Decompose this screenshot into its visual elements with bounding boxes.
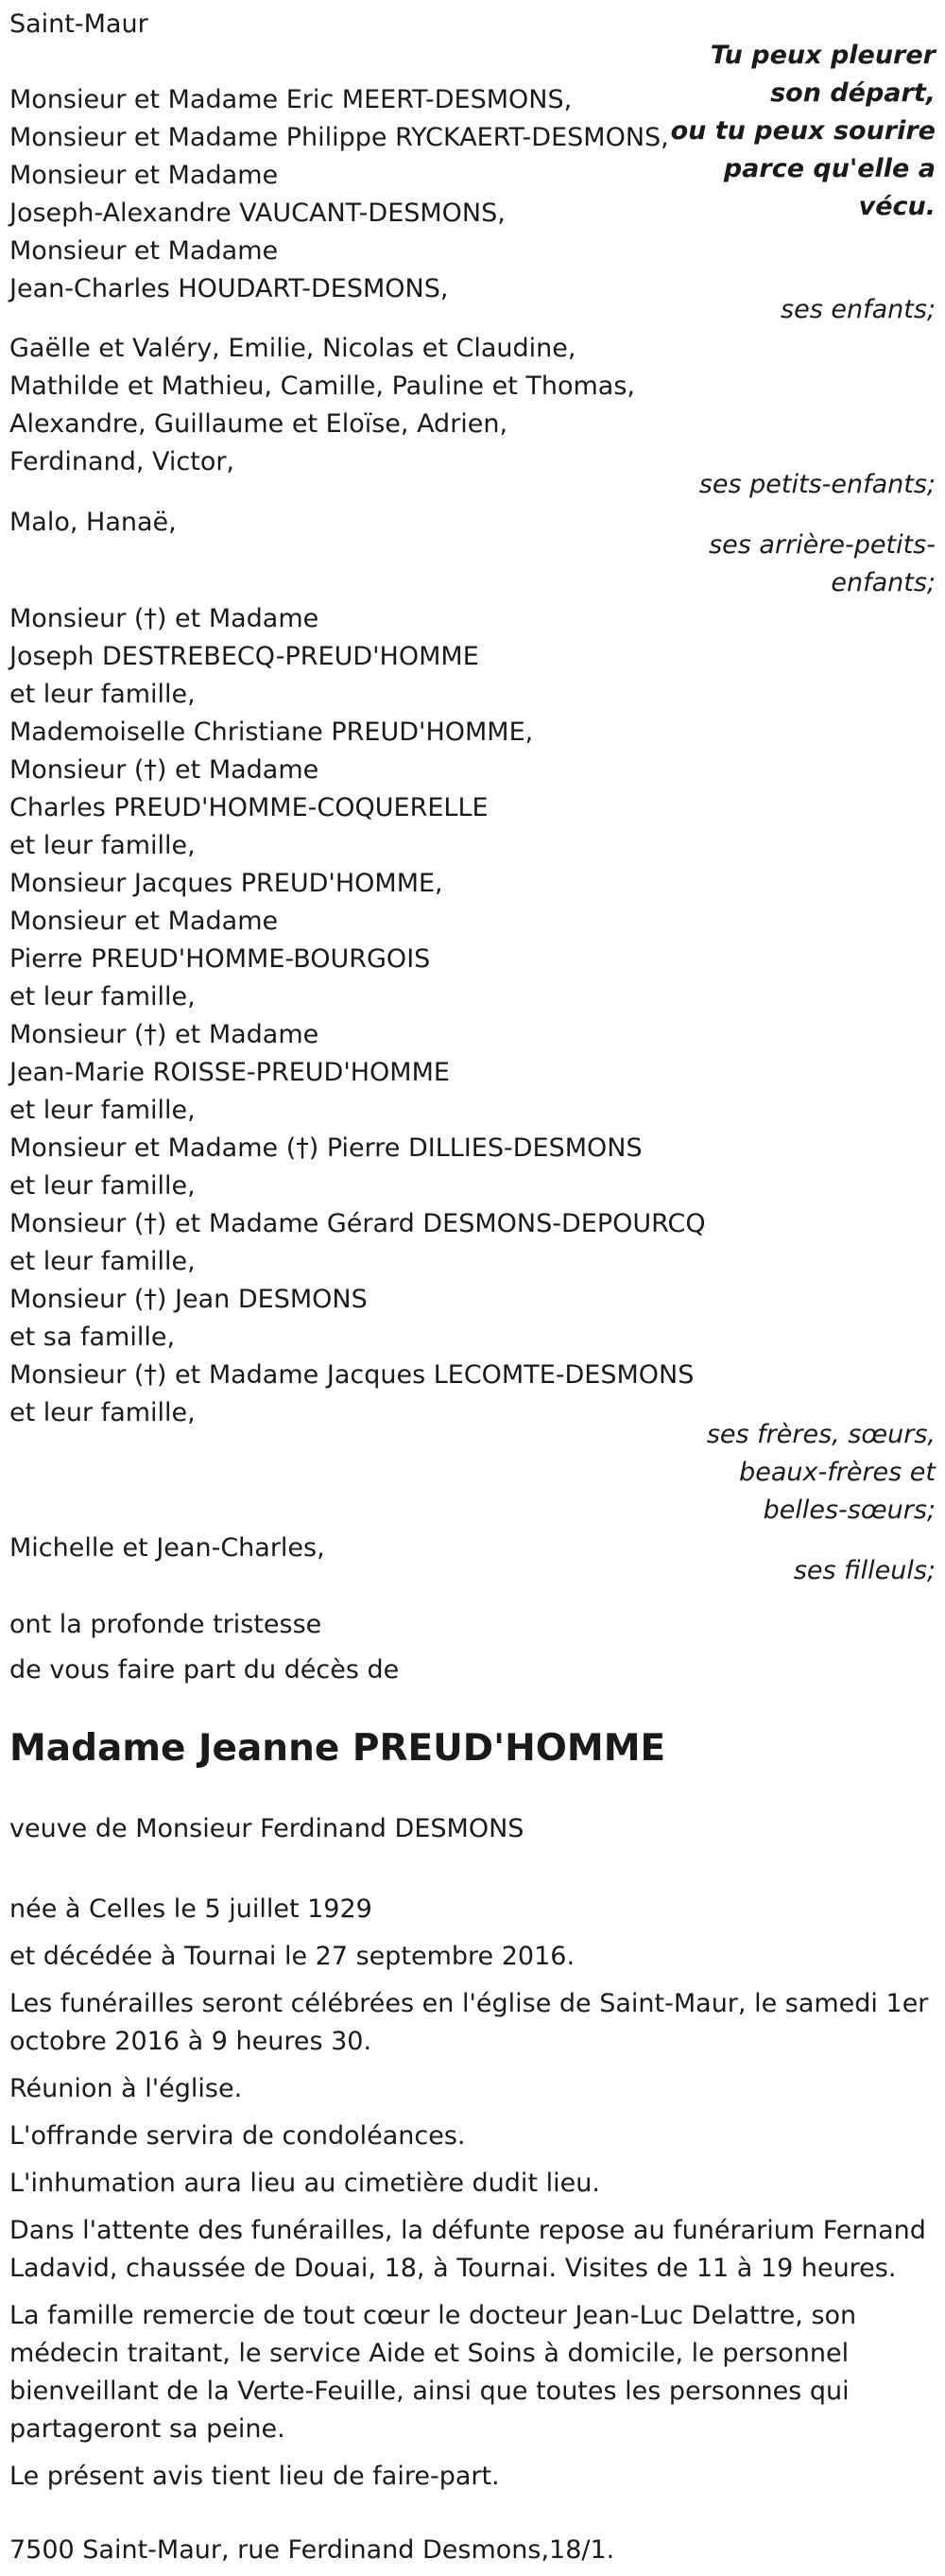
grandchild-line: Alexandre, Guillaume et Eloïse, Adrien, (9, 409, 508, 439)
burial-text: L'inhumation aura lieu au cimetière dudit lieu. (9, 2169, 600, 2198)
sibling-line: Charles PREUD'HOMME-COQUERELLE (9, 793, 489, 822)
sibling-line: et leur famille, (9, 982, 196, 1011)
sibling-line: et leur famille, (9, 1398, 196, 1427)
reunion-text: Réunion à l'église. (9, 2074, 243, 2103)
deceased-name: Madame Jeanne PREUD'HOMME (9, 1727, 666, 1770)
sadness-line-2: de vous faire part du décès de (9, 1655, 400, 1685)
quote-line-3: ou tu peux sourire (670, 116, 936, 146)
grandchild-line: Mathilde et Mathieu, Camille, Pauline et Thomas, (9, 372, 636, 401)
widow-of: veuve de Monsieur Ferdinand DESMONS (9, 1814, 524, 1843)
quote-line-1: Tu peux pleurer (710, 41, 936, 70)
sibling-line: Monsieur (†) et Madame Gérard DESMONS-DEPOURCQ (9, 1209, 706, 1238)
sibling-line: et leur famille, (9, 1096, 196, 1125)
sibling-line: Monsieur (†) et Madame (9, 604, 319, 633)
sibling-line: et leur famille, (9, 831, 196, 860)
godchildren-role: ses filleuls; (793, 1556, 936, 1585)
sibling-line: Monsieur (†) et Madame (9, 1020, 319, 1049)
sibling-line: Jean-Marie ROISSE-PREUD'HOMME (9, 1058, 450, 1087)
child-line: Monsieur et Madame (9, 161, 279, 190)
child-line: Monsieur et Madame Philippe RYCKAERT-DESMONS, (9, 123, 669, 152)
sibling-line: Pierre PREUD'HOMME-BOURGOIS (9, 944, 431, 974)
sadness-line-1: ont la profonde tristesse (9, 1610, 322, 1639)
godchildren: Michelle et Jean-Charles, (9, 1533, 325, 1563)
sibling-line: Monsieur et Madame (9, 907, 279, 936)
great-grandchildren: Malo, Hanaë, (9, 508, 177, 537)
sibling-line: et leur famille, (9, 680, 196, 709)
grandchild-line: Ferdinand, Victor, (9, 447, 235, 476)
child-line: Joseph-Alexandre VAUCANT-DESMONS, (9, 199, 506, 228)
thanks-text: La famille remercie de tout cœur le docteur Jean-Luc Delattre, son médecin traitant, le service Aide et Soins à domicile, le personnel bienveillant de la Verte-Feuille, ainsi que toutes les personnes qui partageront sa peine. (9, 2301, 857, 2444)
death-line: et décédée à Tournai le 27 septembre 2016. (9, 1942, 576, 1971)
place-heading: Saint-Maur (9, 9, 148, 39)
sibling-line: et leur famille, (9, 1247, 196, 1276)
quote-line-2: son départ, (770, 78, 936, 108)
quote-line-5: vécu. (858, 192, 936, 221)
great-grandchildren-role-1: ses arrière-petits- (709, 530, 936, 560)
siblings-role-2: beaux-frères et (739, 1458, 936, 1487)
grandchildren-role: ses petits-enfants; (698, 470, 936, 499)
child-line: Monsieur et Madame (9, 236, 279, 266)
funeral-text: Les funérailles seront célébrées en l'église de Saint-Maur, le samedi 1er octobre 2016 à 9 heures 30. (9, 1989, 929, 2056)
sibling-line: Monsieur (†) et Madame (9, 755, 319, 785)
children-role: ses enfants; (781, 295, 936, 324)
birth-line: née à Celles le 5 juillet 1929 (9, 1894, 372, 1924)
sibling-line: Monsieur (†) et Madame Jacques LECOMTE-DESMONS (9, 1360, 695, 1390)
siblings-role-3: belles-sœurs; (763, 1495, 936, 1525)
child-line: Monsieur et Madame Eric MEERT-DESMONS, (9, 85, 573, 114)
sibling-line: Monsieur et Madame (†) Pierre DILLIES-DESMONS (9, 1133, 643, 1163)
sibling-line: Monsieur Jacques PREUD'HOMME, (9, 869, 443, 898)
quote-line-4: parce qu'elle a (723, 154, 936, 183)
offering-text: L'offrande servira de condoléances. (9, 2121, 466, 2151)
visits-text: Dans l'attente des funérailles, la défunte repose au funérarium Fernand Ladavid, chaussée de Douai, 18, à Tournai. Visites de 11 à 19 heures. (9, 2216, 926, 2283)
great-grandchildren-role-2: enfants; (831, 568, 936, 597)
grandchild-line: Gaëlle et Valéry, Emilie, Nicolas et Claudine, (9, 334, 576, 363)
notice-text: Le présent avis tient lieu de faire-part. (9, 2462, 500, 2491)
sibling-line: Monsieur (†) Jean DESMONS (9, 1285, 368, 1314)
siblings-role-1: ses frères, sœurs, (706, 1420, 936, 1449)
sibling-line: et sa famille, (9, 1323, 176, 1352)
sibling-line: et leur famille, (9, 1171, 196, 1201)
sibling-line: Joseph DESTREBECQ-PREUD'HOMME (9, 642, 479, 671)
child-line: Jean-Charles HOUDART-DESMONS, (9, 274, 449, 303)
address-text: 7500 Saint-Maur, rue Ferdinand Desmons,18/1. (9, 2535, 615, 2565)
sibling-line: Mademoiselle Christiane PREUD'HOMME, (9, 717, 534, 747)
